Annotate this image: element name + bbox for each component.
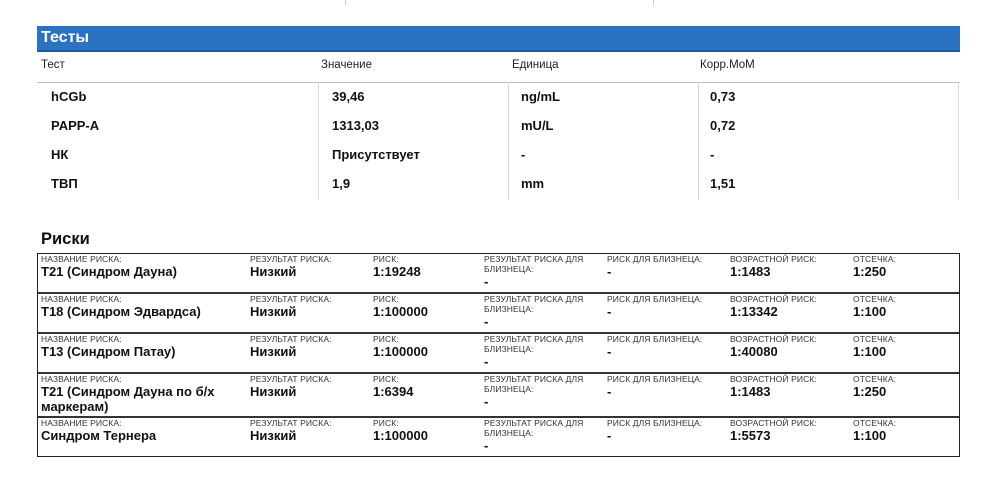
- age-risk: 1:1483: [730, 264, 771, 279]
- age-risk: 1:5573: [730, 428, 771, 443]
- test-row: [37, 112, 960, 141]
- risk-row: [38, 334, 959, 374]
- age-risk-label: ВОЗРАСТНОЙ РИСК:: [730, 374, 817, 384]
- age-risk: 1:1483: [730, 384, 771, 399]
- cutoff-label: ОТСЕЧКА:: [853, 334, 897, 344]
- risk-row: [38, 418, 959, 456]
- risk-row: [38, 294, 959, 334]
- edge-mark: [345, 0, 346, 5]
- twin-result: -: [484, 354, 489, 369]
- age-risk-label: ВОЗРАСТНОЙ РИСК:: [730, 334, 817, 344]
- age-risk-label: ВОЗРАСТНОЙ РИСК:: [730, 418, 817, 428]
- risk-row: [38, 374, 959, 418]
- twin-risk: -: [607, 304, 612, 319]
- risk-result: Низкий: [250, 264, 297, 279]
- twin-risk: -: [607, 264, 612, 279]
- risk-value: 1:100000: [373, 304, 428, 319]
- twin-risk-label: РИСК ДЛЯ БЛИЗНЕЦА:: [607, 334, 703, 344]
- twin-result-label-line2: БЛИЗНЕЦА:: [484, 304, 534, 314]
- cutoff-label: ОТСЕЧКА:: [853, 418, 897, 428]
- tests-section-header: [37, 26, 960, 52]
- test-unit: ng/mL: [521, 89, 560, 104]
- cutoff: 1:250: [853, 384, 887, 399]
- test-value: 1313,03: [332, 118, 379, 133]
- twin-result-label-line2: БЛИЗНЕЦА:: [484, 344, 534, 354]
- risk-label: РИСК:: [373, 254, 399, 264]
- risk-name-label: НАЗВАНИЕ РИСКА:: [41, 294, 122, 304]
- twin-risk: -: [607, 384, 612, 399]
- risk-value: 1:100000: [373, 428, 428, 443]
- test-name: PAPP-A: [51, 118, 100, 133]
- twin-result-label-line2: БЛИЗНЕЦА:: [484, 384, 534, 394]
- test-name: hCGb: [51, 89, 87, 104]
- risk-result-label: РЕЗУЛЬТАТ РИСКА:: [250, 418, 332, 428]
- risk-result: Низкий: [250, 344, 297, 359]
- twin-result: -: [484, 394, 489, 409]
- risk-value: 1:100000: [373, 344, 428, 359]
- twin-risk-label: РИСК ДЛЯ БЛИЗНЕЦА:: [607, 374, 703, 384]
- cutoff: 1:100: [853, 428, 887, 443]
- test-name: НК: [51, 147, 69, 162]
- risk-result-label: РЕЗУЛЬТАТ РИСКА:: [250, 294, 332, 304]
- risk-name: T18 (Синдром Эдвардса): [41, 304, 201, 319]
- cutoff-label: ОТСЕЧКА:: [853, 374, 897, 384]
- twin-result-label-line2: БЛИЗНЕЦА:: [484, 428, 534, 438]
- risk-name: Синдром Тернера: [41, 428, 157, 443]
- twin-result: -: [484, 274, 489, 289]
- risk-result: Низкий: [250, 428, 297, 443]
- cutoff-label: ОТСЕЧКА:: [853, 254, 897, 264]
- age-risk-label: ВОЗРАСТНОЙ РИСК:: [730, 294, 817, 304]
- age-risk-label: ВОЗРАСТНОЙ РИСК:: [730, 254, 817, 264]
- risk-label: РИСК:: [373, 294, 399, 304]
- test-value: Присутствует: [332, 147, 420, 162]
- cutoff: 1:100: [853, 344, 887, 359]
- twin-risk-label: РИСК ДЛЯ БЛИЗНЕЦА:: [607, 254, 703, 264]
- edge-mark: [653, 0, 654, 5]
- test-name: ТВП: [51, 176, 78, 191]
- risk-label: РИСК:: [373, 334, 399, 344]
- risk-result: Низкий: [250, 384, 297, 399]
- risks-table: [37, 253, 960, 457]
- col-value: Значение: [321, 59, 372, 71]
- test-value: 1,9: [332, 176, 351, 191]
- twin-result: -: [484, 314, 489, 329]
- risk-label: РИСК:: [373, 374, 399, 384]
- test-mom: -: [710, 147, 715, 162]
- risk-name-label: НАЗВАНИЕ РИСКА:: [41, 374, 122, 384]
- risk-result-label: РЕЗУЛЬТАТ РИСКА:: [250, 374, 332, 384]
- col-unit: Единица: [512, 59, 559, 71]
- twin-result: -: [484, 438, 489, 453]
- test-unit: -: [521, 147, 526, 162]
- risk-result-label: РЕЗУЛЬТАТ РИСКА:: [250, 334, 332, 344]
- risk-label: РИСК:: [373, 418, 399, 428]
- risk-name: T21 (Синдром Дауна по б/х маркерам): [41, 384, 215, 414]
- cutoff-label: ОТСЕЧКА:: [853, 294, 897, 304]
- test-unit: mm: [521, 176, 545, 191]
- risk-name-label: НАЗВАНИЕ РИСКА:: [41, 334, 122, 344]
- tests-column-headers: [37, 54, 960, 83]
- test-mom: 0,72: [710, 118, 736, 133]
- test-unit: mU/L: [521, 118, 554, 133]
- cutoff: 1:100: [853, 304, 887, 319]
- twin-result-label-line1: РЕЗУЛЬТАТ РИСКА ДЛЯ: [484, 294, 584, 304]
- twin-risk: -: [607, 428, 612, 443]
- risk-name-label: НАЗВАНИЕ РИСКА:: [41, 418, 122, 428]
- twin-result-label-line1: РЕЗУЛЬТАТ РИСКА ДЛЯ: [484, 374, 584, 384]
- test-row: [37, 170, 960, 199]
- test-mom: 1,51: [710, 176, 736, 191]
- risk-result-label: РЕЗУЛЬТАТ РИСКА:: [250, 254, 332, 264]
- twin-result-label-line2: БЛИЗНЕЦА:: [484, 264, 534, 274]
- twin-risk-label: РИСК ДЛЯ БЛИЗНЕЦА:: [607, 294, 703, 304]
- risk-name: T13 (Синдром Патау): [41, 344, 176, 359]
- twin-result-label-line1: РЕЗУЛЬТАТ РИСКА ДЛЯ: [484, 418, 584, 428]
- test-value: 39,46: [332, 89, 365, 104]
- twin-risk: -: [607, 344, 612, 359]
- col-test: Тест: [41, 59, 65, 71]
- col-mom: Корр.МоМ: [700, 59, 755, 71]
- twin-risk-label: РИСК ДЛЯ БЛИЗНЕЦА:: [607, 418, 703, 428]
- age-risk: 1:40080: [730, 344, 778, 359]
- test-row: [37, 141, 960, 170]
- twin-result-label-line1: РЕЗУЛЬТАТ РИСКА ДЛЯ: [484, 334, 584, 344]
- cutoff: 1:250: [853, 264, 887, 279]
- risk-row: [38, 254, 959, 294]
- risk-name-label: НАЗВАНИЕ РИСКА:: [41, 254, 122, 264]
- risk-result: Низкий: [250, 304, 297, 319]
- risks-title: Риски: [41, 230, 90, 248]
- test-row: [37, 83, 960, 112]
- twin-result-label-line1: РЕЗУЛЬТАТ РИСКА ДЛЯ: [484, 254, 584, 264]
- tests-title: Тесты: [41, 29, 90, 46]
- age-risk: 1:13342: [730, 304, 778, 319]
- top-edge-marks: [0, 0, 1000, 6]
- risk-name: T21 (Синдром Дауна): [41, 264, 177, 279]
- test-mom: 0,73: [710, 89, 736, 104]
- risk-value: 1:6394: [373, 384, 414, 399]
- risk-value: 1:19248: [373, 264, 421, 279]
